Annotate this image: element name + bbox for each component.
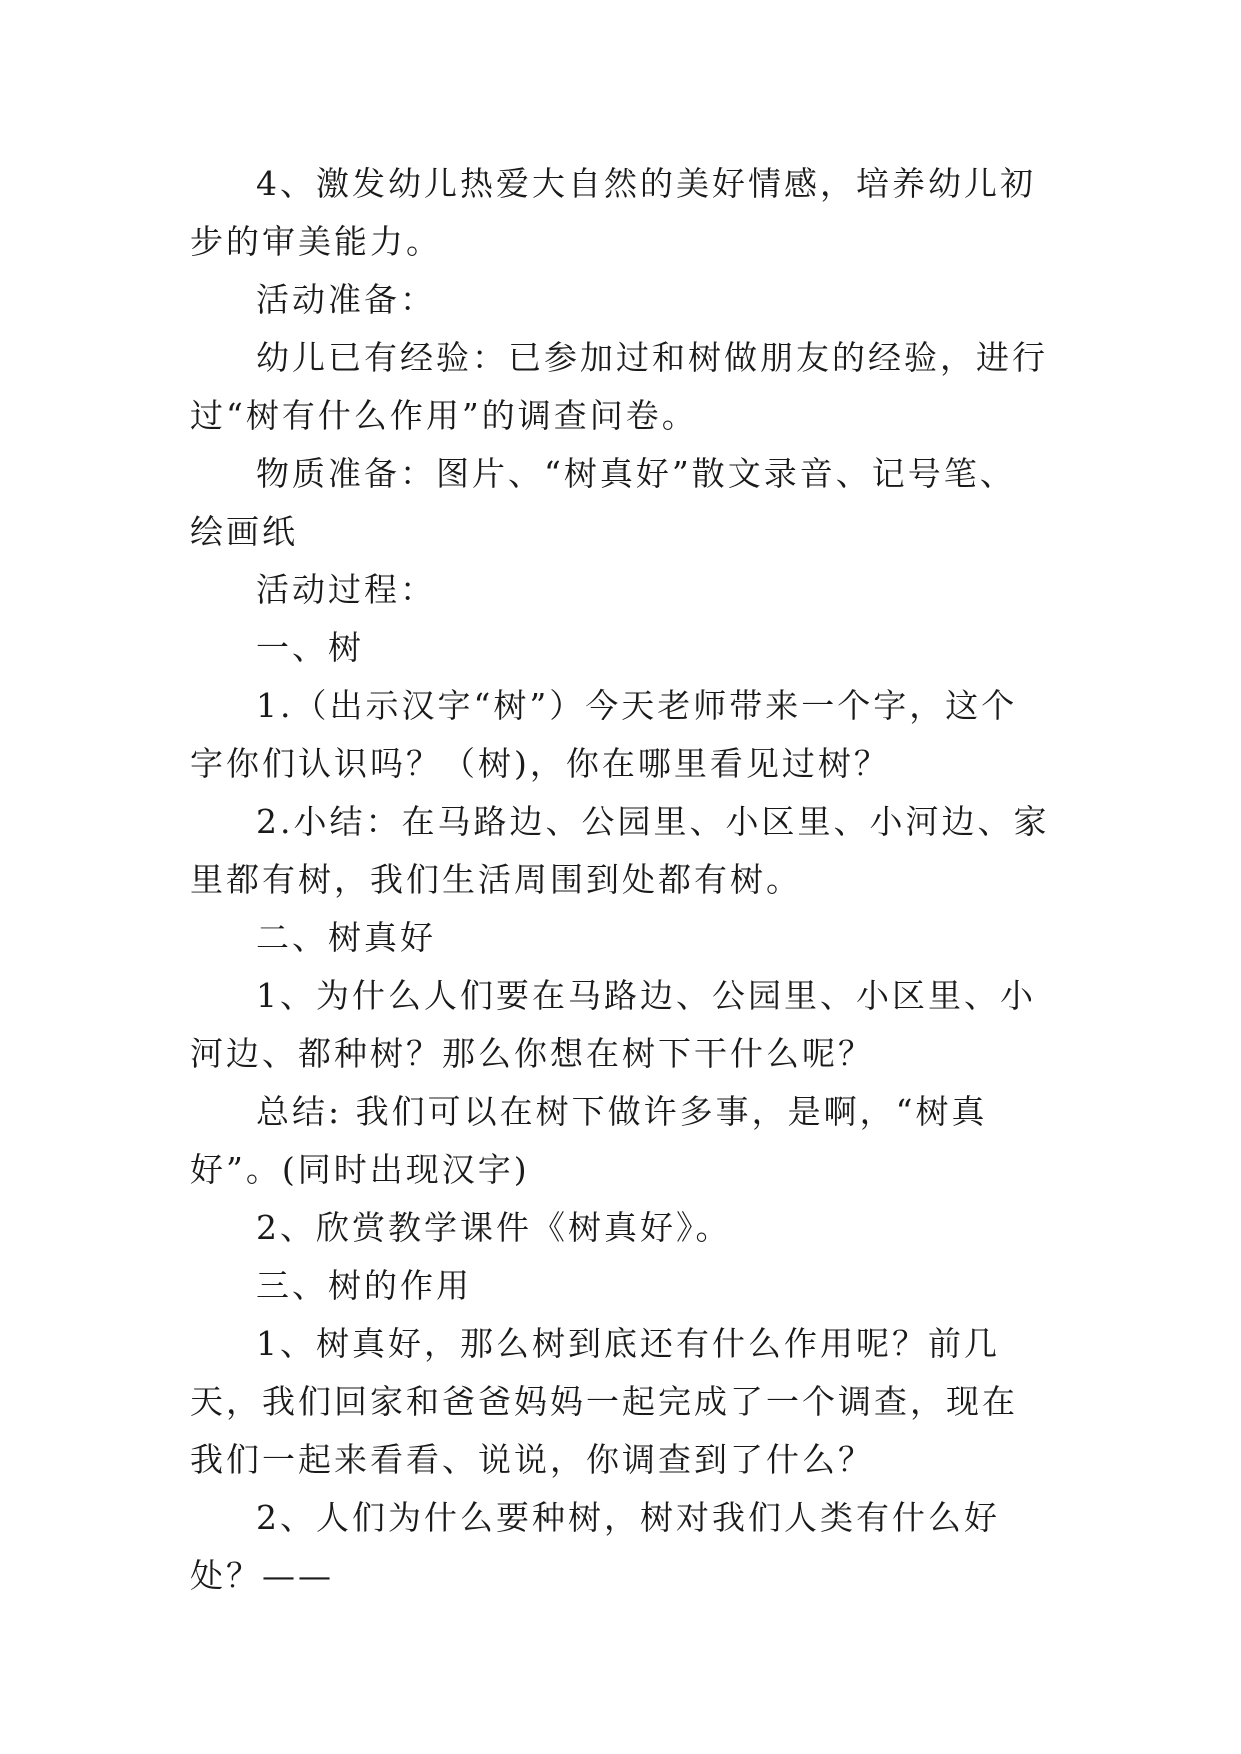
paragraph-step-3-1: 1、树真好，那么树到底还有什么作用呢？前几天，我们回家和爸爸妈妈一起完成了一个调查，现在我们一起来看看、说说，你调查到了什么？	[190, 1324, 1018, 1479]
section-heading-1: 一、树	[256, 628, 364, 667]
section-heading-2: 二、树真好	[256, 918, 436, 957]
paragraph-step-3-2: 2、人们为什么要种树，树对我们人类有什么好处？——	[190, 1498, 1000, 1595]
section-heading-3: 三、树的作用	[256, 1266, 472, 1305]
paragraph-step-1-1: 1.（出示汉字“树”）今天老师带来一个字，这个字你们认识吗？（树)，你在哪里看见过树？	[190, 686, 1018, 783]
paragraph-step-1-2: 2.小结：在马路边、公园里、小区里、小河边、家里都有树，我们生活周围到处都有树。	[190, 802, 1050, 899]
paragraph-step-2-1: 1、为什么人们要在马路边、公园里、小区里、小河边、都种树？那么你想在树下干什么呢？	[190, 976, 1036, 1073]
paragraph-summary: 总结: 我们可以在树下做许多事，是啊，“树真好”。(同时出现汉字)	[190, 1092, 988, 1189]
heading-activity-preparation: 活动准备：	[256, 280, 436, 319]
heading-activity-process: 活动过程：	[256, 570, 436, 609]
paragraph-goal-4: 4、激发幼儿热爱大自然的美好情感，培养幼儿初步的审美能力。	[190, 164, 1036, 261]
paragraph-material-preparation: 物质准备：图片、“树真好”散文录音、记号笔、绘画纸	[190, 454, 1016, 551]
document-body	[190, 155, 1050, 1605]
paragraph-step-2-2: 2、欣赏教学课件《树真好》。	[256, 1208, 732, 1247]
paragraph-prior-experience: 幼儿已有经验：已参加过和树做朋友的经验，进行过“树有什么作用”的调查问卷。	[190, 338, 1048, 435]
